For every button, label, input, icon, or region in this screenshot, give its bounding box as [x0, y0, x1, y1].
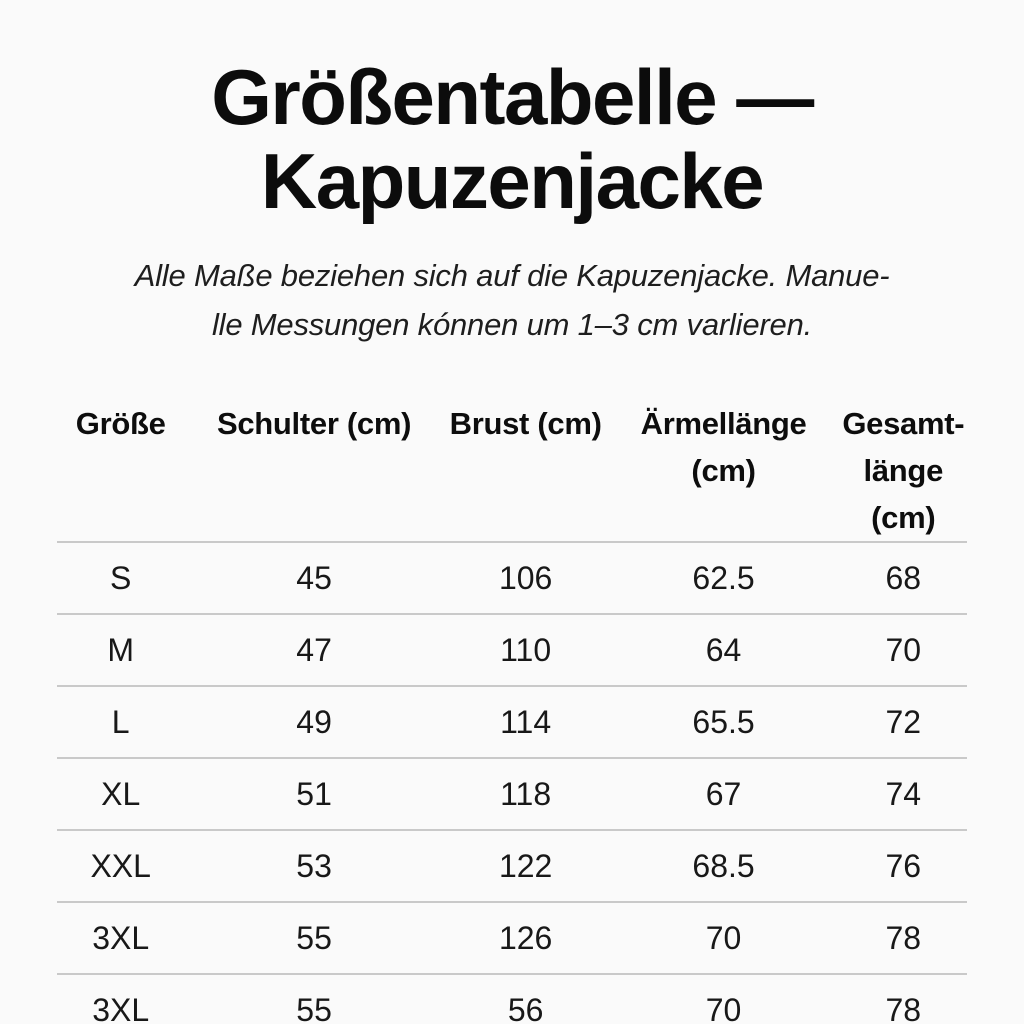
aermellaenge-cell: 70	[608, 974, 840, 1024]
table-row-l	[57, 686, 967, 758]
gesamtlaenge-cell: 78	[840, 974, 967, 1024]
brust-cell: 110	[444, 614, 608, 686]
schulter-cell: 55	[184, 902, 443, 974]
aermellaenge-cell: 68.5	[608, 830, 840, 902]
gesamtlaenge-cell: 74	[840, 758, 967, 830]
column-header-gesamtlaenge	[840, 400, 967, 542]
table-row-3xl-duplicate	[57, 974, 967, 1024]
size-cell: XXL	[57, 830, 184, 902]
table-header-row	[57, 400, 967, 542]
table-row-3xl	[57, 902, 967, 974]
brust-cell: 106	[444, 542, 608, 614]
schulter-cell: 53	[184, 830, 443, 902]
aermellaenge-cell: 62.5	[608, 542, 840, 614]
column-header-schulter	[184, 400, 443, 542]
gesamtlaenge-cell: 70	[840, 614, 967, 686]
table-row-xl	[57, 758, 967, 830]
column-header-groesse-label: Größe	[75, 406, 166, 441]
brust-cell: 56	[444, 974, 608, 1024]
column-header-aermellaenge-label-line-1: Ärmellänge	[640, 406, 807, 441]
brust-cell: 122	[444, 830, 608, 902]
brust-cell: 126	[444, 902, 608, 974]
table-row-xxl	[57, 830, 967, 902]
page-subtitle	[0, 251, 1024, 349]
gesamtlaenge-cell: 76	[840, 830, 967, 902]
column-header-brust	[444, 400, 608, 542]
column-header-groesse	[57, 400, 184, 542]
table-row-m	[57, 614, 967, 686]
schulter-cell: 55	[184, 974, 443, 1024]
schulter-cell: 51	[184, 758, 443, 830]
gesamtlaenge-cell: 78	[840, 902, 967, 974]
size-cell: S	[57, 542, 184, 614]
table-row-s	[57, 542, 967, 614]
column-header-schulter-label: Schulter (cm)	[216, 406, 412, 441]
column-header-gesamtlaenge-label-line-3: (cm)	[871, 500, 936, 535]
column-header-brust-label: Brust (cm)	[449, 406, 602, 441]
aermellaenge-cell: 67	[608, 758, 840, 830]
schulter-cell: 47	[184, 614, 443, 686]
column-header-gesamtlaenge-label-line-2: länge	[863, 453, 944, 488]
schulter-cell: 45	[184, 542, 443, 614]
size-cell: XL	[57, 758, 184, 830]
column-header-aermellaenge	[608, 400, 840, 542]
size-cell: M	[57, 614, 184, 686]
subtitle-line-1: Alle Maße beziehen sich auf die Kapuzenjacke. Manue-	[134, 258, 890, 293]
gesamtlaenge-cell: 68	[840, 542, 967, 614]
size-table	[57, 400, 967, 1024]
column-header-aermellaenge-label-line-2: (cm)	[691, 453, 756, 488]
size-cell: L	[57, 686, 184, 758]
column-header-gesamtlaenge-label-line-1: Gesamt-	[842, 406, 965, 441]
page-title-line-1: Größentabelle —	[211, 53, 813, 141]
size-cell: 3XL	[57, 902, 184, 974]
size-cell: 3XL	[57, 974, 184, 1024]
page-title-line-2: Kapuzenjacke	[260, 137, 764, 225]
aermellaenge-cell: 64	[608, 614, 840, 686]
schulter-cell: 49	[184, 686, 443, 758]
aermellaenge-cell: 70	[608, 902, 840, 974]
subtitle-line-2: lle Messungen kónnen um 1–3 cm varlieren.	[211, 307, 813, 342]
page-title	[0, 55, 1024, 223]
gesamtlaenge-cell: 72	[840, 686, 967, 758]
brust-cell: 118	[444, 758, 608, 830]
aermellaenge-cell: 65.5	[608, 686, 840, 758]
brust-cell: 114	[444, 686, 608, 758]
